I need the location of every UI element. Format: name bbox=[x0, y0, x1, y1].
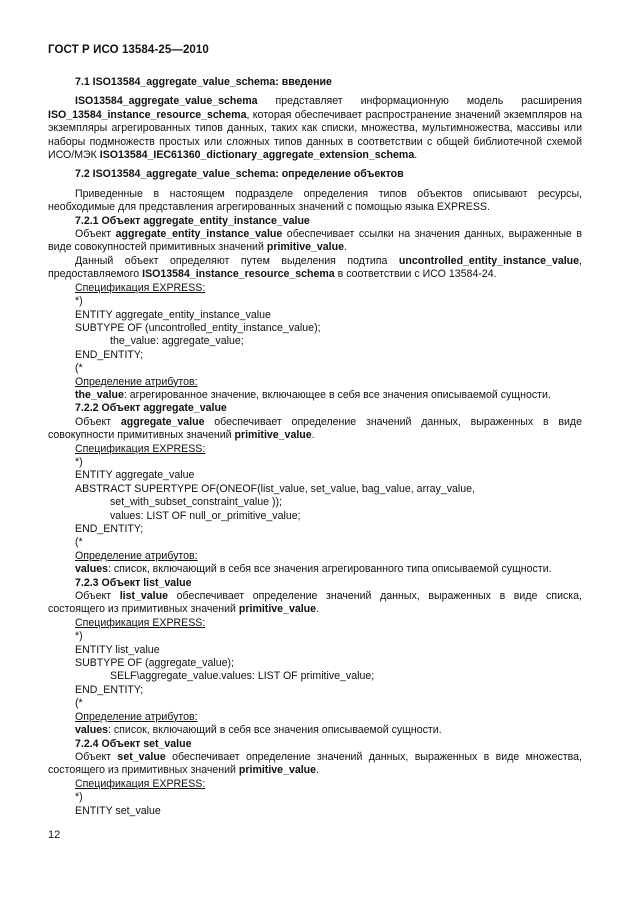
attribute-definition-label: Определение атрибутов: bbox=[75, 710, 198, 723]
code-line: (* bbox=[75, 362, 83, 375]
code-line: END_ENTITY; bbox=[75, 523, 144, 535]
section-7-2-3-title: 7.2.3 Объект list_value bbox=[75, 576, 192, 589]
code-line: SUBTYPE OF (uncontrolled_entity_instance_value); bbox=[75, 321, 321, 334]
code-line: END_ENTITY; bbox=[75, 348, 144, 361]
section-7-2-2-title: 7.2.2 Объект aggregate_value bbox=[75, 402, 227, 415]
section-7-2-title: 7.2 ISO13584_aggregate_value_schema: определение объектов bbox=[75, 168, 404, 181]
section-7-2-3-paragraph: Объект list_value обеспечивает определение значений данных, выраженных в виде списка, состоящего из примитивных значений primitive_value. bbox=[48, 590, 582, 616]
section-7-1-paragraph: ISO13584_aggregate_value_schema представляет информационную модель расширения ISO_13584_instance_resource_schema, которая обеспечивает распространение значений экземпляров на экземпляры агрегированных типов данных, таких как списки, множества, мультимножества, массивы или наборы подмножеств простых или сложных типов данных в соответствии с общей библиотечной схемой ИСО/МЭК ISO13584_IEC61360_dictionary_aggregate_extension_schema. bbox=[48, 95, 582, 162]
page-number: 12 bbox=[48, 829, 61, 841]
document-body bbox=[48, 76, 582, 818]
express-spec-label: Спецификация EXPRESS: bbox=[75, 616, 206, 629]
code-line: *) bbox=[75, 295, 83, 308]
section-7-2-1-title: 7.2.1 Объект aggregate_entity_instance_value bbox=[75, 214, 310, 227]
attribute-definition-label: Определение атрибутов: bbox=[75, 549, 198, 562]
section-7-2-4-paragraph: Объект set_value обеспечивает определение значений данных, выраженных в виде множества, состоящего из примитивных значений primitive_value. bbox=[48, 750, 582, 777]
code-line: *) bbox=[75, 791, 83, 804]
section-7-2-intro: Приведенные в настоящем подразделе определения типов объектов описывают ресурсы, необходимые для представления агрегированных значений с помощью языка EXPRESS. bbox=[48, 187, 582, 214]
code-line: the_value: aggregate_value; bbox=[110, 335, 244, 348]
section-7-2-4-title: 7.2.4 Объект set_value bbox=[75, 737, 192, 750]
code-line: set_with_subset_constraint_value )); bbox=[110, 496, 282, 509]
code-line: ENTITY aggregate_entity_instance_value bbox=[75, 308, 271, 321]
code-line: values: LIST OF null_or_primitive_value; bbox=[110, 509, 301, 522]
code-line: END_ENTITY; bbox=[75, 683, 144, 696]
section-7-1-title: 7.1 ISO13584_aggregate_value_schema: введение bbox=[75, 76, 332, 88]
attribute-definition: the_value: агрегированное значение, включающее в себя все значения описываемой сущности. bbox=[75, 388, 551, 401]
express-spec-label: Спецификация EXPRESS: bbox=[75, 281, 206, 294]
section-7-2-1-paragraph-1: Объект aggregate_entity_instance_value обеспечивает ссылки на значения данных, выраженные в виде совокупностей примитивных значений primitive_value. bbox=[48, 228, 582, 254]
code-line: ENTITY set_value bbox=[75, 804, 161, 817]
code-line: ENTITY aggregate_value bbox=[75, 469, 195, 482]
code-line: *) bbox=[75, 630, 83, 643]
document-header: ГОСТ Р ИСО 13584-25—2010 bbox=[48, 44, 209, 56]
express-spec-label: Спецификация EXPRESS: bbox=[75, 777, 206, 790]
attribute-definition: values: список, включающий в себя все значения описываемой сущности. bbox=[75, 724, 442, 737]
code-line: (* bbox=[75, 697, 83, 710]
code-line: SELF\aggregate_value.values: LIST OF primitive_value; bbox=[110, 670, 375, 683]
code-line: (* bbox=[75, 536, 83, 549]
code-line: *) bbox=[75, 455, 83, 468]
code-line: SUBTYPE OF (aggregate_value); bbox=[75, 657, 234, 670]
code-line: ABSTRACT SUPERTYPE OF(ONEOF(list_value, set_value, bag_value, array_value, bbox=[75, 482, 475, 495]
section-7-2-1-paragraph-2: Данный объект определяют путем выделения подтипа uncontrolled_entity_instance_value, предоставляемого ISO13584_instance_resource_schema в соответствии с ИСО 13584-24. bbox=[48, 254, 582, 281]
attribute-definition: values: список, включающий в себя все значения агрегированного типа описываемой сущности. bbox=[75, 563, 552, 576]
code-line: ENTITY list_value bbox=[75, 643, 160, 656]
express-spec-label: Спецификация EXPRESS: bbox=[75, 442, 206, 455]
section-7-2-2-paragraph: Объект aggregate_value обеспечивает определение значений данных, выраженных в виде совокупности примитивных значений primitive_value. bbox=[48, 415, 582, 442]
attribute-definition-label: Определение атрибутов: bbox=[75, 375, 198, 388]
